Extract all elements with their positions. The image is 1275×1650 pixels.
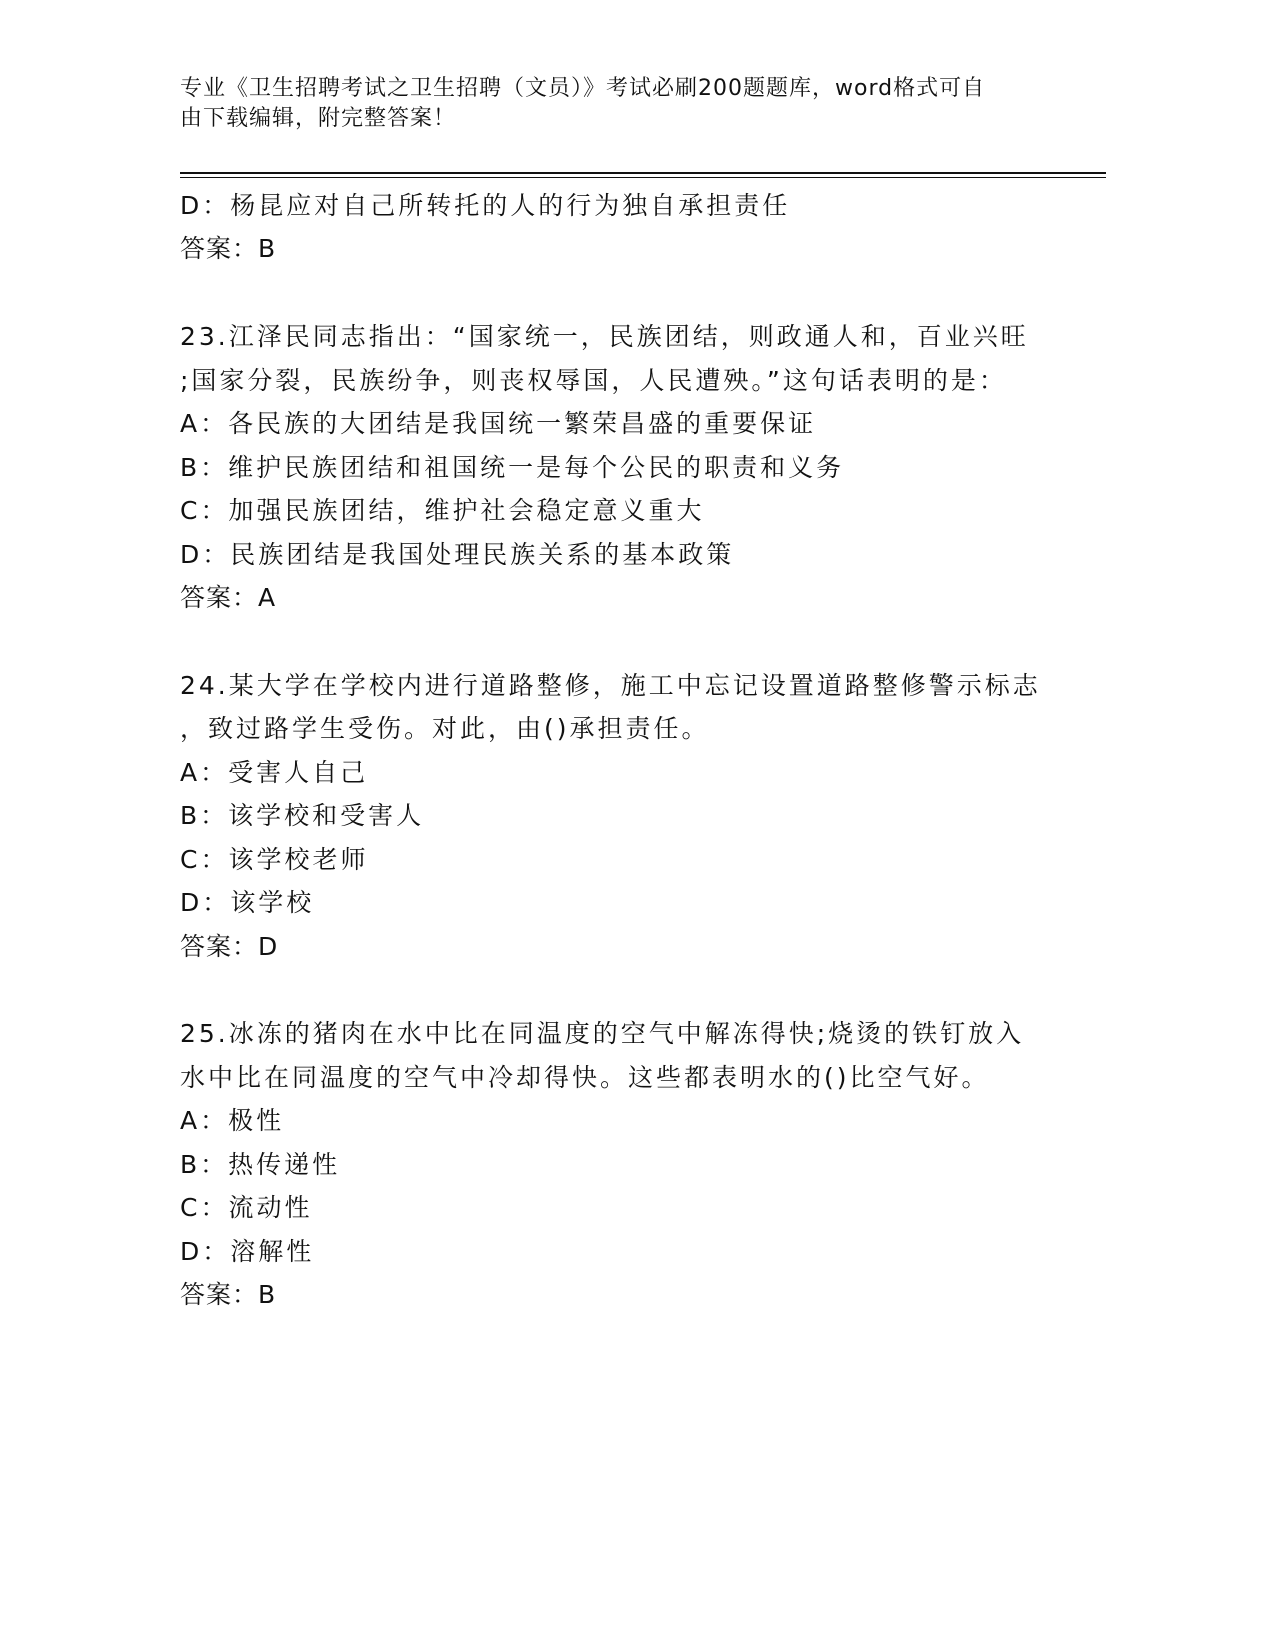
- q24-option-d: D：该学校: [180, 888, 315, 917]
- q25-option-c: C：流动性: [180, 1193, 313, 1222]
- q25-option-d: D：溶解性: [180, 1237, 315, 1266]
- prev-answer: 答案：B: [180, 234, 277, 263]
- q24-option-b: B：该学校和受害人: [180, 801, 425, 830]
- q24-answer: 答案：D: [180, 932, 279, 961]
- header-line-2: 由下载编辑，附完整答案！: [180, 106, 457, 131]
- q23-stem-line-2: ;国家分裂，民族纷争，则丧权辱国，人民遭殃。”这句话表明的是：: [180, 366, 1007, 395]
- q23-stem-line-1: 23.江泽民同志指出：“国家统一，民族团结，则政通人和，百业兴旺: [180, 322, 1029, 351]
- q23-option-c: C：加强民族团结，维护社会稳定意义重大: [180, 496, 705, 525]
- header-divider-thick: [180, 172, 1106, 174]
- q24-stem-line-2: ，致过路学生受伤。对此，由()承担责任。: [180, 714, 710, 743]
- q25-option-b: B：热传递性: [180, 1150, 341, 1179]
- q24-option-a: A：受害人自己: [180, 758, 369, 787]
- header-line-1: 专业《卫生招聘考试之卫生招聘（文员）》考试必刷200题题库，word格式可自: [180, 76, 986, 101]
- q25-stem-line-2: 水中比在同温度的空气中冷却得快。这些都表明水的()比空气好。: [180, 1063, 990, 1092]
- header-divider-thin: [180, 177, 1106, 178]
- q23-option-d: D：民族团结是我国处理民族关系的基本政策: [180, 540, 735, 569]
- q24-option-c: C：该学校老师: [180, 845, 369, 874]
- q24-stem-line-1: 24.某大学在学校内进行道路整修，施工中忘记设置道路整修警示标志: [180, 671, 1041, 700]
- q25-stem-line-1: 25.冰冻的猪肉在水中比在同温度的空气中解冻得快;烧烫的铁钉放入: [180, 1019, 1025, 1048]
- q25-option-a: A：极性: [180, 1106, 285, 1135]
- q25-answer: 答案：B: [180, 1280, 277, 1309]
- document-header: [180, 74, 1040, 134]
- prev-option-d: D：杨昆应对自己所转托的人的行为独自承担责任: [180, 191, 791, 220]
- q23-option-b: B：维护民族团结和祖国统一是每个公民的职责和义务: [180, 453, 845, 482]
- q23-option-a: A：各民族的大团结是我国统一繁荣昌盛的重要保证: [180, 409, 817, 438]
- q23-answer: 答案：A: [180, 583, 277, 612]
